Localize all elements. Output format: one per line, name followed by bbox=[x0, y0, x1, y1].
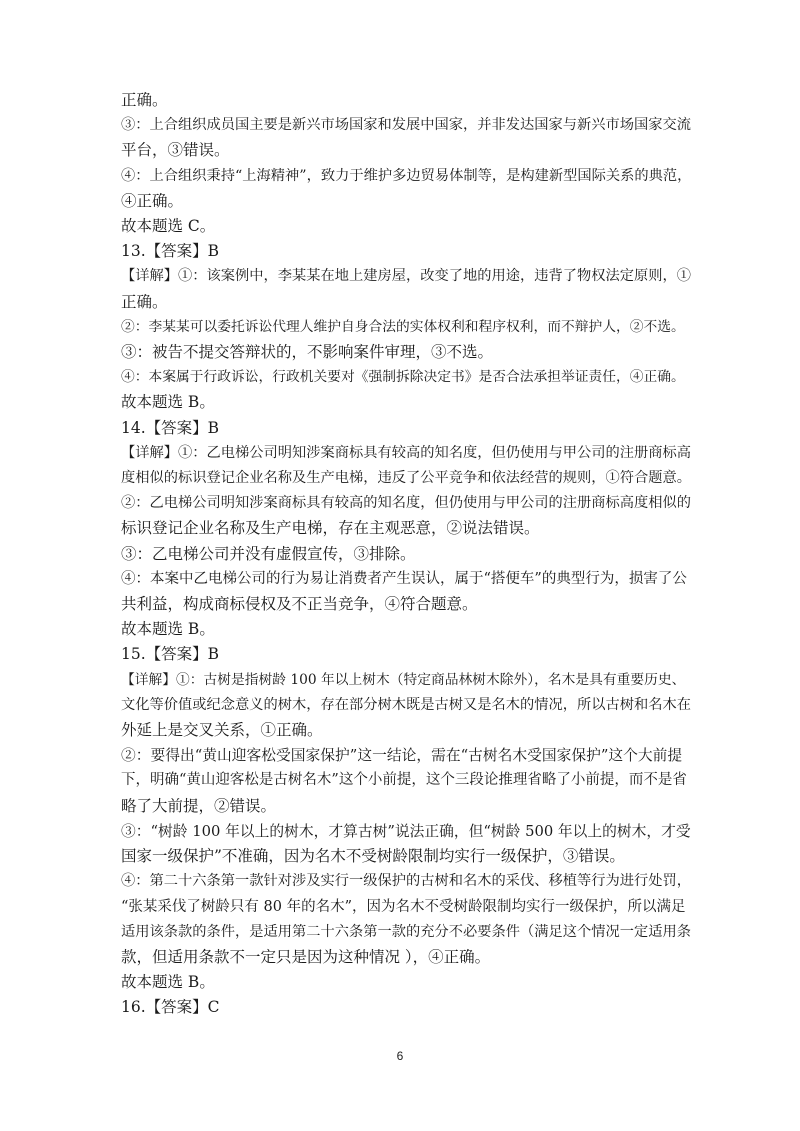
page-number: 6 bbox=[396, 1049, 404, 1063]
text-line: 适用该条款的条件，是适用第二十六条第一款的充分不必要条件（满足这个情况一定适用条 bbox=[121, 923, 692, 940]
text-line: ④：本案中乙电梯公司的行为易让消费者产生误认，属于“搭便车”的典型行为，损害了公 bbox=[121, 570, 687, 587]
text-line: 度相似的标识登记企业名称及生产电梯，违反了公平竞争和依法经营的规则，①符合题意。 bbox=[121, 470, 692, 487]
text-line: 15.【答案】B bbox=[121, 645, 220, 664]
answer-explanation-text bbox=[121, 88, 691, 1021]
text-line: 国家一级保护”不准确，因为名木不受树龄限制均实行一级保护，③错误。 bbox=[121, 847, 625, 866]
text-line: 平台，③错误。 bbox=[121, 141, 230, 160]
text-line: 【详解】①：该案例中，李某某在地上建房屋，改变了地的用途，违背了物权法定原则，① bbox=[121, 268, 692, 285]
text-line: ②：要得出“黄山迎客松受国家保护”这一结论，需在“古树名木受国家保护”这个大前提 bbox=[121, 747, 683, 765]
text-line: 14.【答案】B bbox=[121, 418, 220, 437]
text-line: 略了大前提，②错误。 bbox=[121, 796, 277, 815]
text-line: 共利益，构成商标侵权及不正当竞争，④符合题意。 bbox=[121, 595, 478, 614]
text-line: 故本题选 C。 bbox=[121, 217, 216, 236]
text-line: 外延上是交叉关系，①正确。 bbox=[121, 721, 323, 740]
text-line: 故本题选 B。 bbox=[121, 620, 215, 639]
text-line: 【详解】①：乙电梯公司明知涉案商标具有较高的知名度，但仍使用与甲公司的注册商标高 bbox=[121, 444, 692, 461]
text-line: ④：本案属于行政诉讼，行政机关要对《强制拆除决定书》是否合法承担举证责任，④正确。 bbox=[121, 369, 685, 386]
text-line: ④正确。 bbox=[121, 191, 184, 210]
text-line: ②：李某某可以委托诉讼代理人维护自身合法的实体权利和程序权利，而不辩护人，②不选。 bbox=[121, 318, 685, 335]
text-line: 款，但适用条款不一定只是因为这种情况 ），④正确。 bbox=[121, 947, 491, 966]
text-line: ③：被告不提交答辩状的，不影响案件审理，③不选。 bbox=[121, 343, 494, 362]
text-line: “张某采伐了树龄只有 80 年的名木”，因为名木不受树龄限制均实行一级保护，所以满足 bbox=[121, 898, 686, 915]
text-line: 正确。 bbox=[121, 91, 168, 109]
text-line: ④：上合组织秉持“上海精神”，致力于维护多边贸易体制等，是构建新型国际关系的典范， bbox=[121, 167, 692, 184]
text-line: ②：乙电梯公司明知涉案商标具有较高的知名度，但仍使用与甲公司的注册商标高度相似的 bbox=[121, 495, 692, 512]
text-line: ④：第二十六条第一款针对涉及实行一级保护的古树和名木的采伐、移植等行为进行处罚， bbox=[121, 873, 692, 890]
text-line: ③：乙电梯公司并没有虚假宣传，③排除。 bbox=[121, 544, 416, 563]
text-line: ③：“树龄 100 年以上的树木，才算古树”说法正确，但“树龄 500 年以上的树木，才受 bbox=[121, 822, 691, 840]
text-line: 正确。 bbox=[121, 292, 168, 311]
text-line: 16.【答案】C bbox=[121, 998, 220, 1017]
text-line: 标识登记企业名称及生产电梯，存在主观恶意，②说法错误。 bbox=[121, 519, 540, 538]
text-line: 文化等价值或纪念意义的树木，存在部分树木既是古树又是名木的情况，所以古树和名木在 bbox=[121, 696, 692, 713]
text-line: 13.【答案】B bbox=[121, 242, 220, 261]
text-line: 下，明确“黄山迎客松是古树名木”这个小前提，这个三段论推理省略了小前提，而不是省 bbox=[121, 772, 687, 789]
text-line: 故本题选 B。 bbox=[121, 393, 215, 412]
text-line: 【详解】①：古树是指树龄 100 年以上树木（特定商品林树木除外），名木是具有重要历史、 bbox=[121, 671, 686, 688]
text-line: ③：上合组织成员国主要是新兴市场国家和发展中国家，并非发达国家与新兴市场国家交流 bbox=[121, 117, 692, 134]
text-line: 故本题选 B。 bbox=[121, 973, 215, 992]
